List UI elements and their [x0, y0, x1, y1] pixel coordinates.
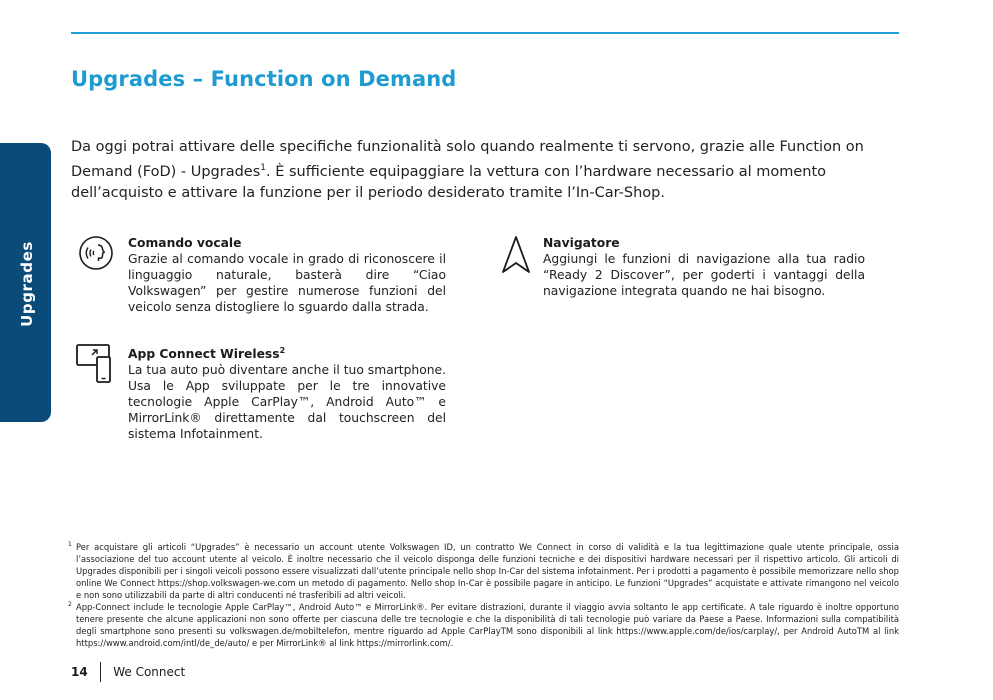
- footnote-1: [68, 541, 899, 601]
- footnotes: [68, 541, 899, 649]
- intro-text-after: . È sufficiente equipaggiare la vettura con l’hardware necessario al momento dell’acquisto e attivare la funzione per il periodo desiderato tramite l’In-Car-Shop.: [71, 163, 827, 201]
- footer-divider: [100, 662, 102, 682]
- footer-section: We Connect: [113, 665, 186, 679]
- footnote-1-text: Per acquistare gli articoli “Upgrades” è necessario un account utente Volkswagen ID, un contratto We Connect in corso di validità e la tua legittimazione quale utente principale, ossia l’associazione del tuo account utente al veicolo. È inoltre necessario che il veicolo disponga delle funzioni tecniche e dei dispositivi hardware necessari per il rispettivo articolo. Gli articoli di Upgrades disponibili per i singoli veicoli possono essere visualizzati dall’utente principale nello shop In-Car del sistema infotainment. Per i prodotti a pagamento è possibile memorizzare nello shop online We Connect https://shop.volkswagen-we.com un metodo di pagamento. Nello shop In-Car è possibile pagare in anticipo. Le funzioni “Upgrades” acquistate e attivate rimangono nel veicolo e non sono utilizzabili da parte di altri conducenti né trasferibili ad altri veicoli.: [76, 542, 899, 600]
- page-footer: [71, 662, 185, 682]
- feature-voice-body: Grazie al comando vocale in grado di riconoscere il linguaggio naturale, basterà dire “Ciao Volkswagen” per gestire numerose funzioni del veicolo senza distogliere lo sguardo dalla strada.: [128, 252, 446, 314]
- voice-command-icon: [78, 235, 114, 275]
- side-tab-label: Upgrades: [18, 241, 36, 327]
- footnote-1-mark: 1: [68, 541, 72, 548]
- feature-app-connect-body: La tua auto può diventare anche il tuo smartphone. Usa le App sviluppate per le tre innovative tecnologie Apple CarPlay™, Android Auto™ e MirrorLink® direttamente dal touchscreen del sistema Infotainment.: [128, 363, 446, 442]
- smartphone-screen-icon: [76, 343, 116, 389]
- page-number: 14: [71, 665, 88, 679]
- page-title: Upgrades – Function on Demand: [71, 67, 457, 91]
- feature-navigation-title: Navigatore: [543, 236, 620, 250]
- footnote-2-mark: 2: [68, 601, 72, 608]
- intro-footnote-ref: 1: [260, 163, 267, 173]
- footnote-2-text: App-Connect include le tecnologie Apple CarPlay™, Android Auto™ e MirrorLink®. Per evitare distrazioni, durante il viaggio avvia soltanto le app certificate. A tale riguardo è inoltre opportuno tenere presente che alcune applicazioni non sono offerte per ciascuna delle tre tecnologie e che la disponibilità di tali tecnologie può variare da Paese a Paese. Informazioni sulla compatibilità degli smartphone sono presenti su volkswagen.de/mobiltelefon, mentre riguardo ad Apple CarPlayTM sono disponibili al link https://www.apple.com/de/ios/carplay/, per Android AutoTM al link https://www.android.com/intl/de_de/auto/ e per MirrorLink® al link https://mirrorlink.com/.: [76, 602, 899, 648]
- feature-navigation-body: Aggiungi le funzioni di navigazione alla tua radio “Ready 2 Discover”, per goderti i vantaggi della navigazione integrata quando ne hai bisogno.: [543, 252, 865, 298]
- intro-paragraph: [71, 137, 901, 204]
- top-rule: [71, 32, 899, 34]
- intro-text: Da oggi potrai attivare delle specifiche funzionalità solo quando realmente ti servono, grazie alle Function on Demand (FoD) - Upgrades: [71, 139, 864, 180]
- footnote-2: [68, 601, 899, 649]
- feature-app-connect-title: [128, 343, 446, 362]
- feature-voice-title: Comando vocale: [128, 236, 242, 250]
- feature-app-connect-title-text: App Connect Wireless: [128, 347, 280, 362]
- navigation-arrow-icon: [500, 235, 532, 279]
- feature-app-connect-footnote-ref: 2: [279, 346, 286, 355]
